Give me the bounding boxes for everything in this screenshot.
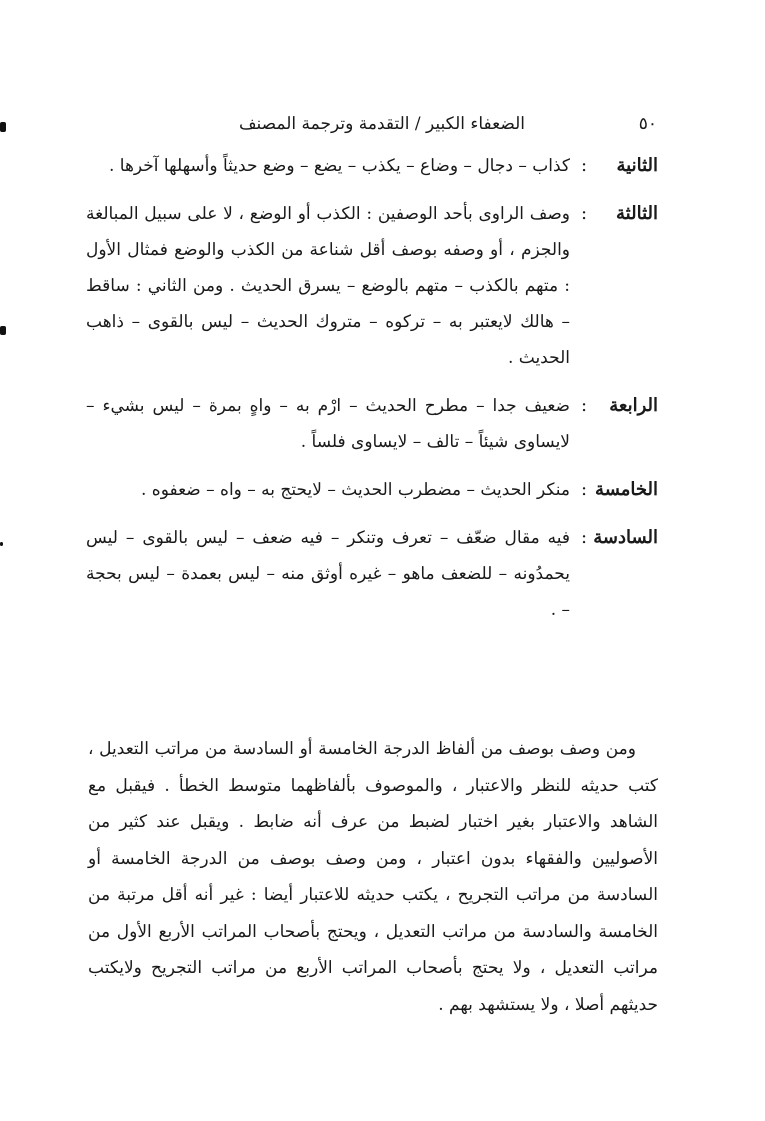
scan-mark-top [0,122,6,132]
grade-term: السادسة [593,527,658,548]
grade-definition: كذاب – دجال – وضاع – يكذب – يضع – وضع حديثاً وأسهلها آخرها . [108,156,570,176]
term-separator: : [580,203,588,224]
grade-term: الثانية [616,155,658,176]
grade-definition: منكر الحديث – مضطرب الحديث – لايحتج به – واه – ضعفوه . [141,480,570,500]
body-paragraph: ومن وصف بوصف من ألفاظ الدرجة الخامسة أو السادسة من مراتب التعديل ، كتب حديثه للنظر والاعتبار ، والموصوف بألفاظهما متوسط الخطأ . فيقبل مع الشاهد والاعتبار بغير اختبار لضبط من عرف أنه ضابط . ويقبل عند كثير من الأصوليين والفقهاء بدون اعتبار ، ومن وصف بوصف من الدرجة الخامسة أو السادسة من مراتب التجريح ، يكتب حديثه للاعتبار أيضا : غير أنه أقل مرتبة من الخامسة والسادسة من مراتب التعديل ، ويحتج بأصحاب المراتب الأربع الأول من مراتب التعديل ، ولا يحتج بأصحاب المراتب الأربع من مراتب التجريح ولايكتب حديثهم أصلا ، ولا يستشهد بهم . [88,739,658,1015]
term-separator: : [580,155,588,176]
grade-term: الرابعة [609,395,658,416]
scan-mark-middle [0,326,6,335]
grade-list [86,148,658,640]
running-title: الضعفاء الكبير / التقدمة وترجمة المصنف [238,114,525,134]
term-separator: : [580,527,588,548]
grade-term: الخامسة [595,479,658,500]
grade-entry [86,472,658,508]
grade-definition: ضعيف جدا – مطرح الحديث – ارْم به – واهٍ بمرة – ليس بشيء – لايساوى شيئاً – تالف – لايساوى فلساً . [86,396,570,452]
grade-entry [86,388,658,460]
term-separator: : [580,479,588,500]
page-number: ٥٠ [638,114,657,134]
grade-entry [86,148,658,184]
running-header [225,114,657,144]
grade-definition: فيه مقال ضعّف – تعرف وتنكر – فيه ضعف – ليس بالقوى – ليس يحمدُونه – للضعف ماهو – غيره أوثق منه – ليس بعمدة – ليس بحجة – . [86,528,570,620]
grade-entry [86,520,658,628]
scan-mark-lower [0,542,3,546]
grade-entry [86,196,658,376]
term-separator: : [580,395,588,416]
grade-definition: وصف الراوى بأحد الوصفين : الكذب أو الوضع ، لا على سبيل المبالغة والجزم ، أو وصفه بوصف أقل شناعة من الكذب والوضع فمثال الأول : متهم بالكذب – متهم بالوضع – يسرق الحديث . ومن الثاني : ساقط – هالك لايعتبر به – تركوه – متروك الحديث – ليس بالقوى – ذاهب الحديث . [86,204,570,368]
grade-term: الثالثة [616,203,658,224]
